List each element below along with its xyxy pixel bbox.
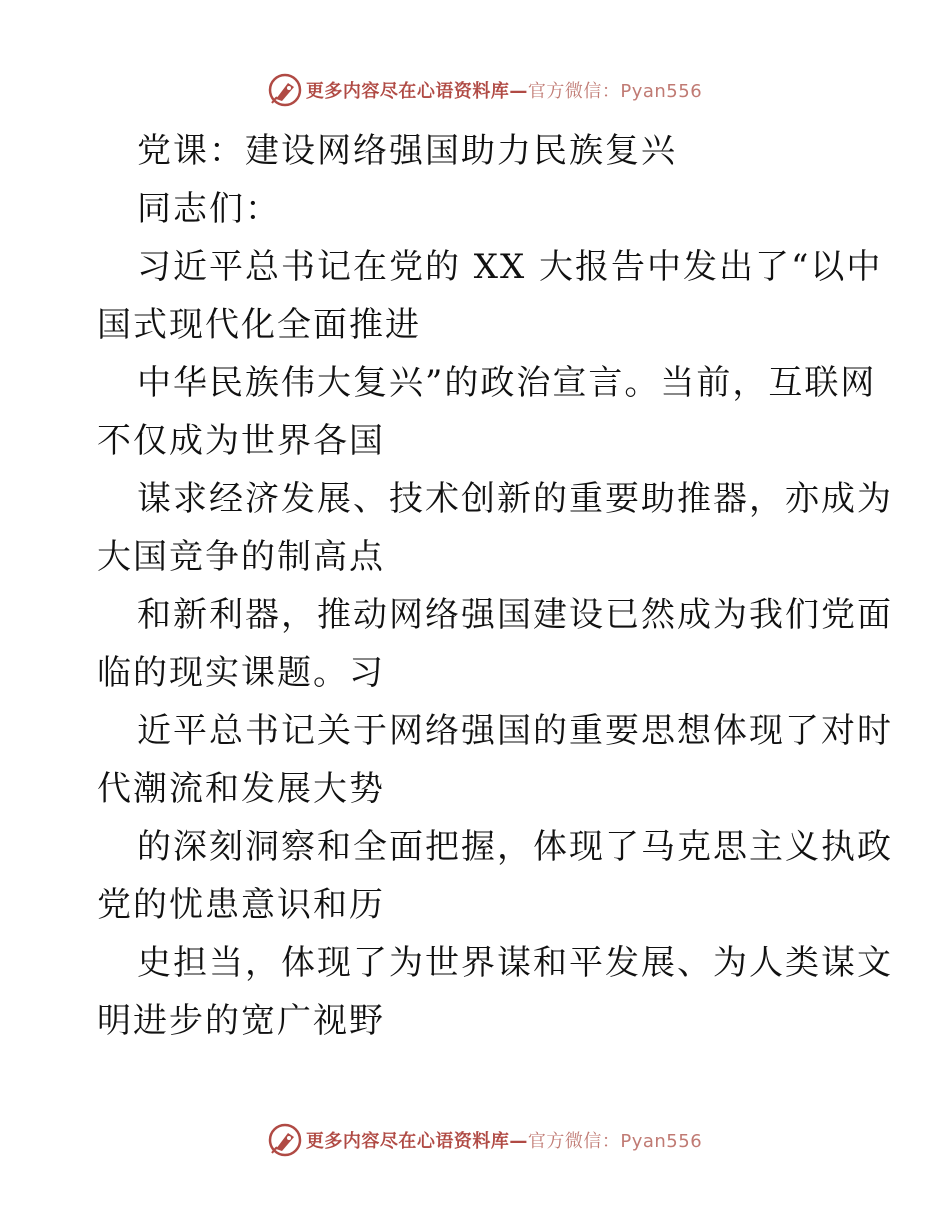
footer-banner: [0, 1120, 950, 1160]
pen-nib-logo-icon: [268, 1123, 302, 1157]
document-body: [97, 122, 893, 1050]
paragraph-line: 明进步的宽广视野: [97, 1001, 385, 1041]
paragraph-line: 国式现代化全面推进: [97, 305, 421, 345]
paragraph-line: 的深刻洞察和全面把握，体现了马克思主义执政: [137, 827, 893, 867]
paragraph-line: 临的现实课题。习: [97, 653, 385, 693]
banner-text: [306, 77, 702, 103]
header-banner-content: [268, 73, 702, 107]
header-banner: [0, 70, 950, 110]
paragraph-line: 中华民族伟大复兴”的政治宣言。当前，互联网: [137, 363, 877, 403]
document-title: 党课：建设网络强国助力民族复兴: [137, 131, 677, 171]
paragraph-line: 近平总书记关于网络强国的重要思想体现了对时: [137, 711, 893, 751]
paragraph-line: 和新利器，推动网络强国建设已然成为我们党面: [137, 595, 893, 635]
banner-text: [306, 1127, 702, 1153]
paragraph-line: 不仅成为世界各国: [97, 421, 385, 461]
banner-main-text: 更多内容尽在心语资料库—: [305, 1131, 528, 1152]
paragraph-line: 史担当，体现了为世界谋和平发展、为人类谋文: [137, 943, 893, 983]
paragraph-line: 代潮流和发展大势: [97, 769, 385, 809]
pen-nib-logo-icon: [268, 73, 302, 107]
paragraph-line: 大国竞争的制高点: [97, 537, 385, 577]
paragraph-line: 谋求经济发展、技术创新的重要助推器，亦成为: [137, 479, 893, 519]
salutation: 同志们：: [137, 189, 281, 229]
banner-contact-text: 官方微信：Pyan556: [527, 1131, 703, 1152]
banner-main-text: 更多内容尽在心语资料库—: [305, 81, 528, 102]
paragraph-line: 党的忧患意识和历: [97, 885, 385, 925]
footer-banner-content: [268, 1123, 702, 1157]
banner-contact-text: 官方微信：Pyan556: [527, 81, 703, 102]
paragraph-line: 习近平总书记在党的 XX 大报告中发出了“以中: [137, 247, 883, 287]
